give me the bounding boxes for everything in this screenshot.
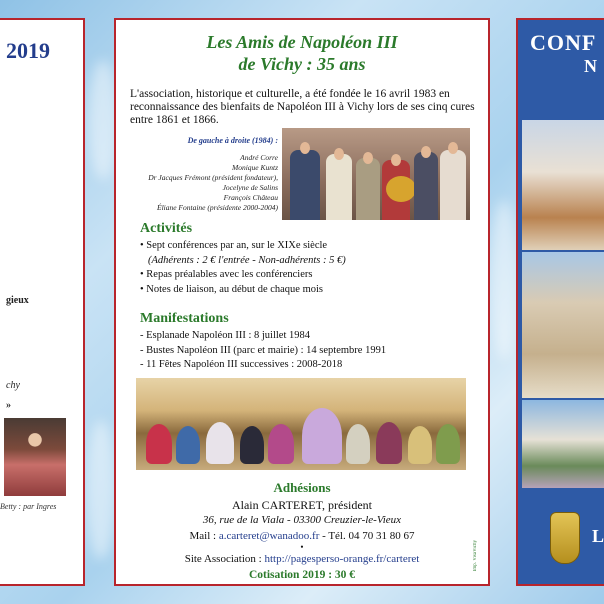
- year-heading: 2019: [6, 38, 50, 63]
- flower-bouquet: [386, 176, 416, 202]
- person-head: [391, 154, 401, 166]
- portrait-image: [4, 418, 66, 496]
- manifestation-item: - Esplanade Napoléon III : 8 juillet 1984: [140, 330, 310, 341]
- photo-name: François Château: [223, 193, 278, 202]
- photo-name: Dr Jacques Frémont (président fondateur),: [148, 173, 278, 182]
- text-fragment: »: [6, 400, 11, 411]
- right-bottom-fragment: L: [592, 526, 604, 546]
- person-figure: [326, 154, 352, 220]
- dancer-figure: [240, 426, 264, 464]
- contact-line: [116, 530, 488, 542]
- person-head: [300, 142, 310, 154]
- center-panel: [114, 18, 490, 586]
- background-pattern: [490, 200, 518, 360]
- intro-paragraph: L'association, historique et culturelle, a été fondée le 16 avril 1983 en reconnaissance des bienfaits de Napoléon III à Vichy lors de ses cinq cures entre 1861 et 1866.: [130, 88, 475, 126]
- dancer-figure: [146, 424, 172, 464]
- imprint-text: Imp. VisaVichy: [473, 540, 478, 572]
- person-figure: [440, 150, 466, 220]
- person-figure: [290, 150, 320, 220]
- dancer-figure: [436, 424, 460, 464]
- mail-label: Mail :: [189, 530, 219, 542]
- president-name: Alain CARTERET, président: [231, 498, 373, 512]
- manifestations-list: [140, 329, 386, 373]
- person-head: [421, 146, 431, 158]
- photo-names-list: [128, 153, 278, 213]
- ball-photo: [136, 378, 466, 470]
- person-figure: [356, 158, 380, 220]
- dancer-figure: [206, 422, 234, 464]
- right-panel: [516, 18, 604, 586]
- cotisation-text: Cotisation 2019 : 30 €: [248, 569, 356, 581]
- photo-name: Éliane Fontaine (présidente 2000-2004): [156, 203, 278, 212]
- person-figure: [414, 152, 438, 220]
- group-photo-1984: [282, 128, 470, 220]
- left-panel: [0, 18, 85, 586]
- dancer-figure: [346, 424, 370, 464]
- portrait-caption: Betty : par Ingres: [0, 502, 57, 511]
- activity-item: (Adhérents : 2 € l'entrée - Non-adhérents : 5 €): [148, 254, 346, 266]
- phone-number: - Tél. 04 70 31 80 67: [319, 530, 415, 542]
- dancer-figure: [176, 426, 200, 464]
- page-subtitle: de Vichy : 35 ans: [238, 54, 366, 74]
- imperial-crest-icon: [550, 512, 580, 564]
- festival-photo: [522, 400, 604, 488]
- site-line: [116, 553, 488, 565]
- site-label: Site Association :: [184, 553, 265, 565]
- manifestation-item: - Bustes Napoléon III (parc et mairie) : 14 septembre 1991: [140, 344, 387, 356]
- dancer-figure: [376, 422, 402, 464]
- person-head: [334, 148, 344, 160]
- activities-heading: Activités: [140, 221, 193, 236]
- email-link[interactable]: a.carteret@wanadoo.fr: [218, 530, 320, 542]
- photo-name: Jocelyne de Salins: [222, 183, 278, 192]
- postal-address: 36, rue de la Viala - 03300 Creuzier-le-Vieux: [202, 514, 402, 526]
- church-photo: [522, 252, 604, 398]
- person-head: [363, 152, 373, 164]
- text-fragment: chy: [6, 380, 20, 391]
- photo-caption-heading: De gauche à droite (1984) :: [187, 136, 278, 145]
- right-title-fragment-2: N: [584, 56, 597, 76]
- right-title-fragment: CONF: [530, 30, 597, 55]
- website-link[interactable]: http://pagesperso-orange.fr/carteret: [264, 553, 420, 565]
- background-pattern: [86, 420, 116, 560]
- building-photo: [522, 120, 604, 250]
- page-title: Les Amis de Napoléon III: [206, 32, 398, 52]
- separator-bullet: •: [300, 542, 304, 552]
- adhesions-heading: Adhésions: [273, 480, 331, 495]
- dancer-figure: [408, 426, 432, 464]
- activity-item: • Notes de liaison, au début de chaque mois: [140, 283, 324, 295]
- activity-item: • Sept conférences par an, sur le XIXe siècle: [140, 240, 328, 251]
- photo-name: Monique Kuntz: [231, 163, 278, 172]
- photo-name: André Corre: [240, 153, 278, 162]
- manifestation-item: - 11 Fêtes Napoléon III successives : 2008-2018: [140, 359, 343, 370]
- dancer-figure: [302, 408, 342, 464]
- text-fragment: gieux: [6, 295, 29, 306]
- activity-item: • Repas préalables avec les conférenciers: [140, 269, 313, 280]
- dancer-figure: [268, 424, 294, 464]
- person-head: [448, 142, 458, 154]
- manifestations-heading: Manifestations: [140, 311, 229, 326]
- activities-list: [140, 239, 346, 297]
